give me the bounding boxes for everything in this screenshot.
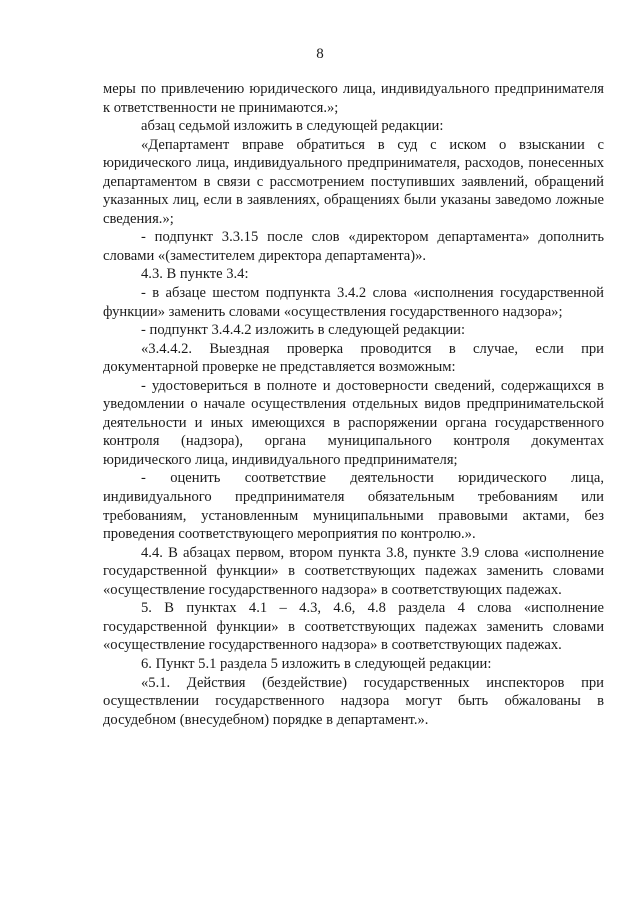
paragraph-5: 4.3. В пункте 3.4: (141, 266, 249, 283)
paragraph-10: - оценить соответствие деятельности юридического лица, индивидуального предпринимателя обязательным требованиям или требованиям, установленным муниципальными правовыми актами, без проведения соответствующего мероприятия по контролю.». (103, 470, 604, 543)
paragraph-7: - подпункт 3.4.4.2 изложить в следующей редакции: (141, 322, 466, 339)
paragraph-3: «Департамент вправе обратиться в суд с иском о взыскании с юридического лица, индивидуального предпринимателя, расходов, понесенных департаментом в связи с рассмотрением поступивших заявлений, обращений указанных лиц, если в заявлениях, обращениях были указаны заведомо ложные сведения.»; (103, 136, 604, 227)
paragraph-2: абзац седьмой изложить в следующей редакции: (141, 118, 444, 135)
paragraph-8: «3.4.4.2. Выездная проверка проводится в случае, если при документарной проверке не представляется возможным: (103, 340, 604, 376)
paragraph-11: 4.4. В абзацах первом, втором пункта 3.8, пункте 3.9 слова «исполнение государственной функции» в соответствующих падежах заменить словами «осуществление государственного надзора» в соответствующих падежах. (103, 544, 604, 598)
paragraph-4: - подпункт 3.3.15 после слов «директором департамента» дополнить словами «(заместителем директора департамента)». (103, 229, 604, 264)
document-body (103, 80, 604, 729)
page-number: 8 (316, 46, 324, 62)
paragraph-1: меры по привлечению юридического лица, индивидуального предпринимателя к ответственности не принимаются.»; (103, 81, 604, 116)
paragraph-9: - удостовериться в полноте и достоверности сведений, содержащихся в уведомлении о начале осуществления отдельных видов предпринимательской деятельности и иных имеющихся в распоряжении органа государственного контроля (надзора), органа муниципального контроля документах юридического лица, индивидуального предпринимателя; (103, 377, 604, 468)
paragraph-12: 5. В пунктах 4.1 – 4.3, 4.6, 4.8 раздела 4 слова «исполнение государственной функции» в соответствующих падежах заменить словами «осуществление государственного надзора» в соответствующих падежах. (103, 600, 604, 654)
paragraph-13: 6. Пункт 5.1 раздела 5 изложить в следующей редакции: (141, 655, 492, 672)
paragraph-14: «5.1. Действия (бездействие) государственных инспекторов при осуществлении государственного надзора могут быть обжалованы в досудебном (внесудебном) порядке в департамент.». (103, 674, 604, 728)
paragraph-6: - в абзаце шестом подпункта 3.4.2 слова «исполнения государственной функции» заменить словами «осуществления государственного надзора»; (103, 285, 604, 320)
